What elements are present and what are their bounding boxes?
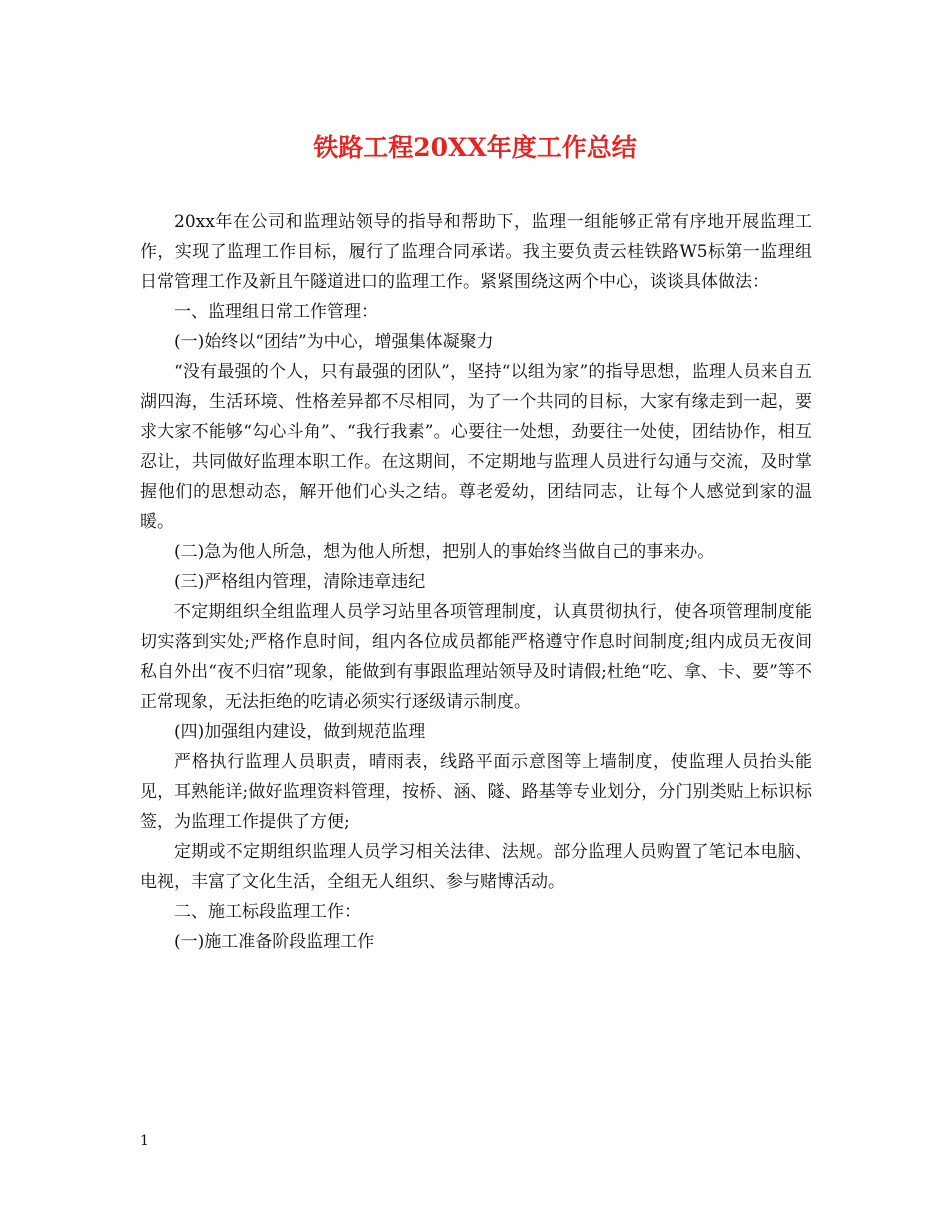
subheading-1-1: (一)始终以“团结”为中心，增强集体凝聚力 xyxy=(174,332,494,352)
subheading-1-2: (二)急为他人所急，想为他人所想，把别人的事始终当做自己的事来办。 xyxy=(174,542,715,562)
paragraph-teamwork: “没有最强的个人，只有最强的团队”，坚持“以组为家”的指导思想，监理人员来自五湖四海，生活环境、性格差异都不尽相同，为了一个共同的目标，大家有缘走到一起，要求大家不能够“勾心斗角”、“我行我素”。心要往一处想，劲要往一处使，团结协作，相互忍让，共同做好监理本职工作。在这期间，不定期地与监理人员进行勾通与交流，及时掌握他们的思想动态，解开他们心头之结。尊老爱幼，团结同志，让每个人感觉到家的温暖。 xyxy=(140,362,812,532)
heading-section-2: 二、施工标段监理工作： xyxy=(174,902,361,922)
paragraph-management: 不定期组织全组监理人员学习站里各项管理制度，认真贯彻执行，使各项管理制度能切实落到实处;严格作息时间，组内各位成员都能严格遵守作息时间制度;组内成员无夜间私自外出“夜不归宿”现象，能做到有事跟监理站领导及时请假;杜绝“吃、拿、卡、要”等不正常现象，无法拒绝的吃请必须实行逐级请示制度。 xyxy=(140,602,812,712)
paragraph-intro: 20xx年在公司和监理站领导的指导和帮助下，监理一组能够正常有序地开展监理工作，实现了监理工作目标，履行了监理合同承诺。我主要负责云桂铁路W5标第一监理组日常管理工作及新且午隧道进口的监理工作。紧紧围绕这两个中心，谈谈具体做法： xyxy=(140,212,812,292)
subheading-2-1: (一)施工准备阶段监理工作 xyxy=(174,932,375,952)
page-number: 1 xyxy=(140,1133,149,1149)
document-body xyxy=(140,207,812,957)
subheading-1-3: (三)严格组内管理，清除违章违纪 xyxy=(174,572,426,592)
heading-section-1: 一、监理组日常工作管理： xyxy=(174,302,378,322)
subheading-1-4: (四)加强组内建设，做到规范监理 xyxy=(174,722,426,742)
document-title: 铁路工程20XX年度工作总结 xyxy=(313,133,637,162)
paragraph-standards: 严格执行监理人员职责，晴雨表，线路平面示意图等上墙制度，使监理人员抬头能见，耳熟能详;做好监理资料管理，按桥、涵、隧、路基等专业划分，分门别类贴上标识标签，为监理工作提供了方便; xyxy=(140,752,812,832)
paragraph-learning: 定期或不定期组织监理人员学习相关法律、法规。部分监理人员购置了笔记本电脑、电视，丰富了文化生活，全组无人组织、参与赌博活动。 xyxy=(140,842,812,892)
